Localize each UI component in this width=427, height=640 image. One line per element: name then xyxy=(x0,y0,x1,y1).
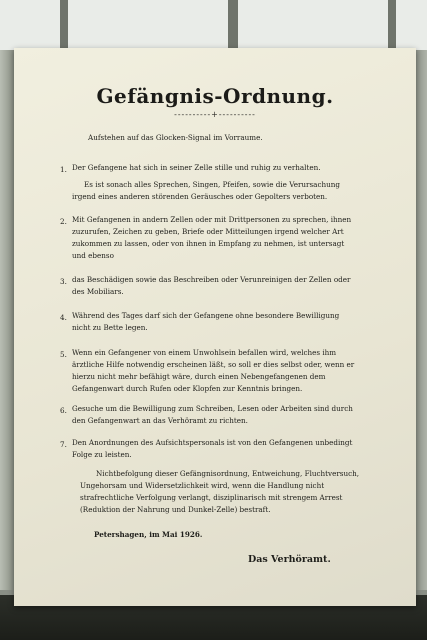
rule-line: das Beschädigen sowie das Beschreiben oder Verunreinigen der Zellen oder xyxy=(72,275,351,284)
rule-line: hierzu nicht mehr befähigt wäre, durch einen Nebengefangenen dem xyxy=(72,372,326,381)
rule-number: 7. xyxy=(60,440,67,449)
rule-line: Gefangenwart durch Rufen oder Klopfen zur Kenntnis bringen. xyxy=(72,384,303,393)
penalty-line: Nichtbefolgung dieser Gefängnisordnung, Entweichung, Fluchtversuch, xyxy=(96,469,360,478)
notice-title: Gefängnis-Ordnung. xyxy=(96,84,334,108)
rule-number: 1. xyxy=(60,165,67,174)
rule-line: Den Anordnungen des Aufsichtspersonals ist von den Gefangenen unbedingt xyxy=(72,438,353,447)
signature: Das Verhöramt. xyxy=(248,554,331,565)
title-divider: ----------+---------- xyxy=(174,110,256,119)
notice-subtitle: Aufstehen auf das Glocken-Signal im Vorraume. xyxy=(88,133,263,142)
rule-line: Während des Tages darf sich der Gefangene ohne besondere Bewilligung xyxy=(72,311,340,320)
rule-line: zuzurufen, Zeichen zu geben, Briefe oder Mitteilungen irgend welcher Art xyxy=(72,227,344,236)
notice-paper xyxy=(14,48,416,606)
rule-line: und ebenso xyxy=(72,251,114,260)
rule-line: Es ist sonach alles Sprechen, Singen, Pfeifen, sowie die Verursachung xyxy=(84,180,340,189)
rule-number: 4. xyxy=(60,313,67,322)
rule-line: nicht zu Bette legen. xyxy=(72,323,148,332)
penalty-line: strafrechtliche Verfolgung verlangt, disziplinarisch mit strengem Arrest xyxy=(80,493,343,502)
rule-line: Folge zu leisten. xyxy=(72,450,132,459)
rule-line: den Gefangenwart an das Verhöramt zu richten. xyxy=(72,416,248,425)
rule-line: Gesuche um die Bewilligung zum Schreiben, Lesen oder Arbeiten sind durch xyxy=(72,404,353,413)
window-mullion xyxy=(388,0,396,52)
rule-number: 2. xyxy=(60,217,67,226)
rule-line: ärztliche Hilfe notwendig erscheinen läßt, so soll er dies selbst oder, wenn er xyxy=(72,360,355,369)
rule-line: Wenn ein Gefangener von einem Unwohlsein befallen wird, welches ihm xyxy=(72,348,337,357)
rule-line: zukommen zu lassen, oder von ihnen in Empfang zu nehmen, ist untersagt xyxy=(72,239,345,248)
penalty-line: (Reduktion der Nahrung und Dunkel-Zelle) bestraft. xyxy=(80,505,271,514)
window-mullion xyxy=(228,0,238,52)
rule-number: 6. xyxy=(60,406,67,415)
place-date: Petershagen, im Mai 1926. xyxy=(94,530,203,539)
rule-number: 5. xyxy=(60,350,67,359)
rule-line: Mit Gefangenen in andern Zellen oder mit Drittpersonen zu sprechen, ihnen xyxy=(72,215,352,224)
penalty-line: Ungehorsam und Widersetzlichkeit wird, wenn die Handlung nicht xyxy=(80,481,325,490)
rule-line: des Mobiliars. xyxy=(72,287,124,296)
rule-line: irgend eines anderen störenden Geräusches oder Gepolters verboten. xyxy=(72,192,328,201)
window-mullion xyxy=(60,0,68,52)
rule-number: 3. xyxy=(60,277,67,286)
rule-line: Der Gefangene hat sich in seiner Zelle stille und ruhig zu verhalten. xyxy=(72,163,321,172)
